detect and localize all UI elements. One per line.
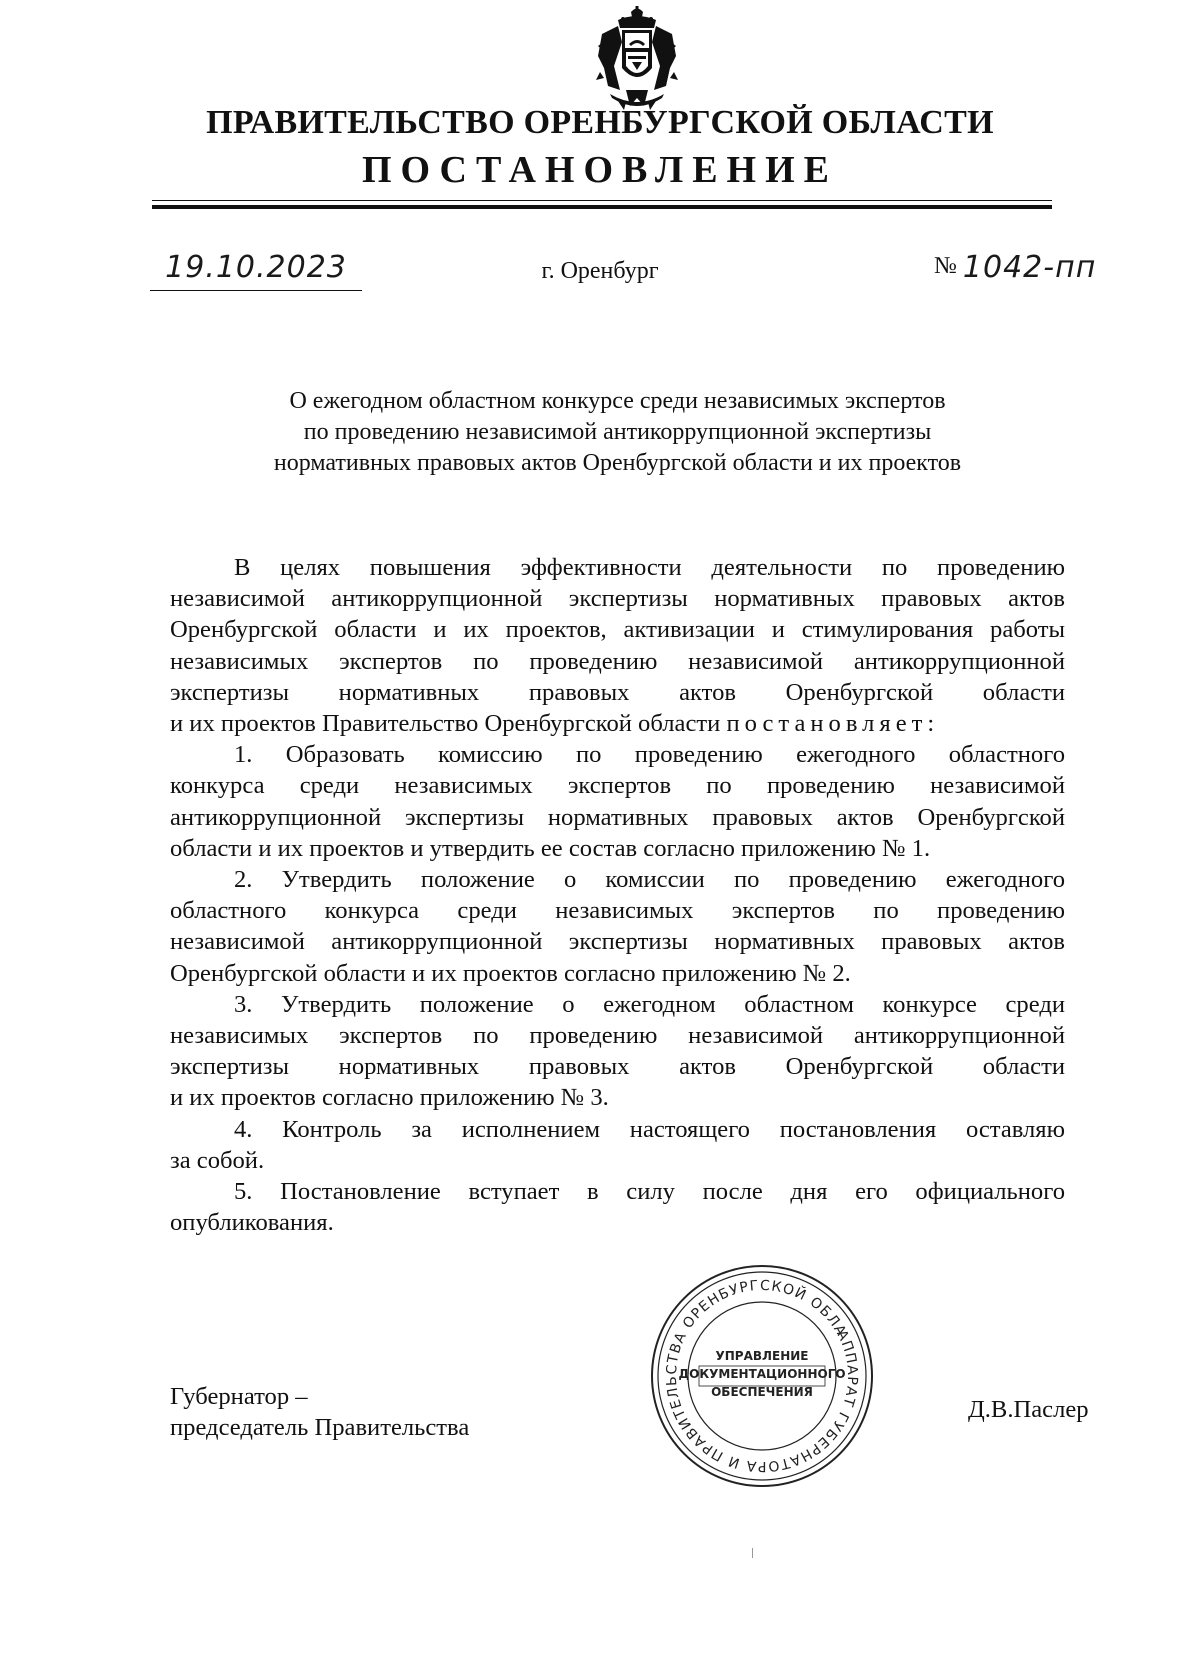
seal-center-line: УПРАВЛЕНИЕ — [715, 1349, 809, 1363]
item-3-line: и их проектов согласно приложению № 3. — [170, 1084, 609, 1112]
organization-title: ПРАВИТЕЛЬСТВО ОРЕНБУРГСКОЙ ОБЛАСТИ — [206, 104, 994, 141]
item-1-line: конкурса среди независимых экспертов по проведению независимой — [170, 772, 1065, 800]
seal-mark — [752, 1548, 753, 1558]
seal-center-line: ДОКУМЕНТАЦИОННОГО — [678, 1367, 846, 1381]
item-1-line: области и их проектов и утвердить ее состав согласно приложению № 1. — [170, 834, 931, 862]
document-city: г. Оренбург — [541, 258, 659, 284]
position-line: председатель Правительства — [170, 1414, 470, 1441]
seal-ring-text: АППАРАТ ГУБЕРНАТОРА И ПРАВИТЕЛЬСТВА ОРЕНБУРГСКОЙ ОБЛАСТИ — [663, 1277, 861, 1475]
body-line: Оренбургской области и их проектов, активизации и стимулирования работы — [170, 616, 1065, 644]
item-2-line: областного конкурса среди независимых экспертов по проведению — [170, 897, 1065, 925]
item-2-line: Оренбургской области и их проектов согласно приложению № 2. — [170, 959, 851, 987]
item-1-line: антикоррупционной экспертизы нормативных правовых актов Оренбургской — [170, 803, 1065, 831]
document-number-block — [934, 250, 1096, 285]
item-3-line: экспертизы нормативных правовых актов Оренбургской области — [170, 1053, 1065, 1081]
body-line: независимой антикоррупционной экспертизы нормативных правовых актов — [170, 585, 1065, 613]
document-type-title: ПОСТАНОВЛЕНИЕ — [361, 149, 839, 191]
header-divider-thick — [152, 205, 1052, 209]
seal-center-line: ОБЕСПЕЧЕНИЯ — [711, 1385, 813, 1399]
document-body — [170, 552, 1065, 1238]
document-number: 1042-пп — [962, 250, 1097, 285]
decree-word: постановляет: — [726, 710, 940, 738]
position-line: Губернатор – — [170, 1383, 308, 1410]
subject-line: нормативных правовых актов Оренбургской области и их проектов — [273, 450, 962, 476]
header-divider-thin — [152, 200, 1052, 201]
subject-line: по проведению независимой антикоррупционной экспертизы — [303, 419, 932, 445]
official-seal-stamp — [649, 1263, 875, 1489]
body-line: В целях повышения эффективности деятельности по проведению — [234, 554, 1065, 581]
coat-of-arms-emblem — [596, 6, 678, 112]
item-3-line: 3. Утвердить положение о ежегодном областном конкурсе среди — [234, 990, 1065, 1018]
body-line-decree — [170, 708, 1065, 739]
body-line-text: и их проектов Правительство Оренбургской области — [170, 710, 721, 738]
item-4-line: 4. Контроль за исполнением настоящего постановления оставляю — [234, 1115, 1065, 1143]
item-1-line: 1. Образовать комиссию по проведению ежегодного областного — [234, 741, 1065, 769]
item-5-line: 5. Постановление вступает в силу после дня его официального — [234, 1178, 1065, 1206]
signatory-name: Д.В.Паслер — [968, 1396, 1089, 1423]
signatory-position — [170, 1381, 469, 1443]
item-3-line: независимых экспертов по проведению независимой антикоррупционной — [170, 1022, 1065, 1050]
item-5-line: опубликования. — [170, 1209, 334, 1237]
document-subject — [170, 386, 1065, 479]
body-line: экспертизы нормативных правовых актов Оренбургской области — [170, 678, 1065, 706]
item-4-line: за собой. — [170, 1146, 265, 1174]
document-date: 19.10.2023 — [150, 250, 362, 291]
number-sign: № — [934, 253, 957, 279]
item-2-line: 2. Утвердить положение о комиссии по проведению ежегодного — [234, 866, 1065, 894]
item-2-line: независимой антикоррупционной экспертизы нормативных правовых актов — [170, 928, 1065, 956]
subject-line: О ежегодном областном конкурсе среди независимых экспертов — [289, 388, 946, 414]
body-line: независимых экспертов по проведению независимой антикоррупционной — [170, 647, 1065, 675]
